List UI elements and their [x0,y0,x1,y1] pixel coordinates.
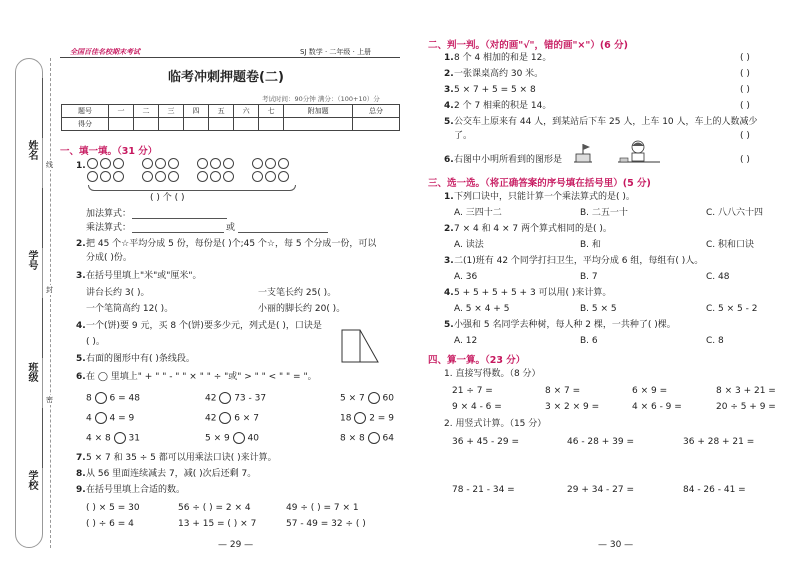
judge-answer[interactable]: ( ) [740,101,750,111]
q9-item[interactable]: 57 - 49 = 32 ÷ ( ) [286,519,366,529]
choose-option[interactable]: A. 36 [454,272,478,282]
q6-cell: 4 4 = 9 [86,413,135,424]
q3-d: 小丽的脚长约 20( )。 [258,304,346,314]
judge-answer[interactable]: ( ) [740,131,750,141]
judge-number: 6. [444,155,454,165]
ball-icon [252,158,263,169]
q6-cell: 42 73 - 37 [205,393,267,404]
score-input[interactable] [284,118,353,131]
q9-text: 在括号里填上合适的数。 [86,485,186,495]
judge-text: 右图中小明所看到的图形是 [454,155,563,165]
judge-number: 3. [444,85,454,95]
id-line [42,188,43,248]
q8-number: 8. [76,469,86,479]
judge-answer[interactable]: ( ) [740,85,750,95]
boy-at-desk-icon [616,138,662,168]
name-line [42,78,43,138]
calc-item[interactable]: 8 × 7 = [545,386,581,396]
q1-ball-group-4b [252,171,289,182]
ball-icon [278,171,289,182]
choose-option[interactable]: A. 12 [454,336,478,346]
brand-text: 全国百佳名校期末考试 [70,48,140,56]
exam-meta: 考试时间：90分钟 满分：（100+10）分 [262,95,380,103]
q1-mul-line-2[interactable] [238,232,328,233]
calc-part-1: 1. 直接写得数。（8 分） [444,369,541,379]
choose-number: 4. [444,288,454,298]
choose-text: 下列口诀中，只能计算一个乘法算式的是( )。 [454,192,635,202]
answer-circle[interactable] [368,432,380,444]
ball-icon [155,158,166,169]
ball-icon [113,171,124,182]
q1-or: 或 [226,223,236,233]
q6-number: 6. [76,372,86,382]
q6-cell: 18 2 = 9 [340,413,394,424]
q6-cell: 5 × 7 60 [340,393,394,404]
choose-option[interactable]: C. 5 × 5 - 2 [706,304,758,314]
q5-number: 5. [76,354,86,364]
score-cell: 总分 [353,105,400,118]
q3-a: 讲台长约 3( )。 [86,288,150,298]
score-input[interactable] [184,118,209,131]
calc-item[interactable]: 6 × 9 = [632,386,668,396]
q6-cell: 42 6 × 7 [205,413,259,424]
q9-item[interactable]: 56 ÷ ( ) = 2 × 4 [178,503,251,513]
ball-icon [252,171,263,182]
q6-cell: 8 × 8 64 [340,433,394,444]
answer-circle[interactable] [114,432,126,444]
seal-mark-3: 密 [46,396,53,404]
judge-text-cont: 了。 [454,131,473,141]
q4-text: 一个(饼)要 9 元，买 8 个(饼)要多少元，列式是( )，口诀是 [86,321,322,331]
page-number-right: — 30 — [598,540,634,550]
choose-option[interactable]: B. 5 × 5 [580,304,617,314]
ball-icon [223,158,234,169]
q5-text: 右面的图形中有( )条线段。 [86,354,195,364]
score-input[interactable] [108,118,133,131]
q1-add-label: 加法算式： [86,209,132,219]
q7-text: 5 × 7 和 35 ÷ 5 都可以用乘法口诀( )来计算。 [86,453,277,463]
section-3-title: 三、选一选。（将正确答案的序号填在括号里）(5 分) [428,178,651,189]
q9-number: 9. [76,485,86,495]
judge-number: 2. [444,69,454,79]
q1-ball-group-2 [142,158,179,169]
q9-item[interactable]: 49 ÷ ( ) = 7 × 1 [286,503,359,513]
judge-number: 1. [444,53,454,63]
choose-number: 1. [444,192,454,202]
q1-ball-group-3 [197,158,234,169]
judge-answer[interactable]: ( ) [740,69,750,79]
choose-text: 小强和 5 名同学去种树，每人种 2 棵，一共种了( )棵。 [454,320,676,330]
judge-text: 一张课桌高约 30 米。 [454,69,544,79]
seal-dash [50,58,51,548]
judge-number: 4. [444,101,454,111]
q6-text: 在 ◯ 里填上" + " " - " " × " " ÷ "或" > " " < " " = "。 [86,372,317,382]
q9-item[interactable]: ( ) × 5 = 30 [86,503,140,513]
section-2-title: 二、判一判。（对的画"√"，错的画"×"）(6 分) [428,40,628,51]
q1-ball-group-1b [87,171,124,182]
score-cell: 题号 [62,105,109,118]
class-label: 班级 [26,362,37,382]
q1-ball-group-3b [197,171,234,182]
score-row-values [62,118,400,131]
ball-icon [265,171,276,182]
choose-option[interactable]: C. 48 [706,272,730,282]
calc-part-2: 2. 用竖式计算。（15 分） [444,419,547,429]
school-line [42,408,43,468]
score-input[interactable] [209,118,234,131]
q6-cell: 8 6 = 48 [86,393,140,404]
score-cell: 五 [209,105,234,118]
q1-ball-group-4 [252,158,289,169]
ball-icon [168,171,179,182]
seal-mark-1: 线 [46,161,53,169]
choose-option[interactable]: B. 二五一十 [580,208,628,218]
choose-option[interactable]: C. 积和口诀 [706,240,755,250]
q1-blank[interactable]: ( ) 个 ( ) [150,193,185,203]
section-1-title: 一、填一填。（31 分） [60,146,158,157]
vertical-calc-item[interactable]: 36 + 28 + 21 = [683,437,755,447]
q9-item[interactable]: 13 + 15 = ( ) × 7 [178,519,257,529]
vertical-calc-item[interactable]: 29 + 34 - 27 = [567,485,634,495]
judge-text: 公交车上原来有 44 人，到某站后下车 25 人，上车 10 人，车上的人数减少 [454,117,758,127]
section-4-title: 四、算一算。（23 分） [428,355,526,366]
answer-circle[interactable] [95,392,107,404]
calc-item[interactable]: 9 × 4 - 6 = [452,402,502,412]
score-cell: 四 [184,105,209,118]
q7-number: 7. [76,453,86,463]
choose-number: 2. [444,224,454,234]
calc-item[interactable]: 3 × 2 × 9 = [545,402,600,412]
choose-text: 5 + 5 + 5 + 5 + 3 可以用( )来计算。 [454,288,612,298]
q3-c: 一个笔筒高约 12( )。 [86,304,174,314]
answer-circle[interactable] [354,412,366,424]
q2-text-a: 把 45 个☆平均分成 5 份，每份是( )个;45 个☆，每 5 个分成一份，可以 [86,239,377,249]
ball-icon [197,158,208,169]
choose-option[interactable]: A. 读法 [454,240,484,250]
id-label: 学号 [26,250,37,270]
choose-option[interactable]: B. 6 [580,336,598,346]
score-table [61,104,400,131]
score-cell: 三 [159,105,184,118]
q1-add-line[interactable] [132,218,227,219]
score-cell: 一 [108,105,133,118]
calc-item[interactable]: 21 ÷ 7 = [452,386,493,396]
vertical-calc-item[interactable]: 84 - 26 - 41 = [683,485,746,495]
score-input[interactable] [259,118,284,131]
subject-text: SJ 数学 · 二年级 · 上册 [300,48,372,56]
q1-brace [88,185,296,191]
judge-answer[interactable]: ( ) [740,53,750,63]
ball-icon [223,171,234,182]
choose-option[interactable]: C. 八八六十四 [706,208,764,218]
judge-text: 5 × 7 + 5 = 5 × 8 [454,85,536,95]
seal-mark-2: 封 [46,286,53,294]
choose-option[interactable]: B. 7 [580,272,598,282]
answer-circle[interactable] [233,432,245,444]
q9-item[interactable]: ( ) ÷ 6 = 4 [86,519,134,529]
answer-circle[interactable] [368,392,380,404]
q1-mul-label: 乘法算式： [86,223,132,233]
choose-option[interactable]: A. 三四十二 [454,208,502,218]
ball-icon [87,158,98,169]
page-title: 临考冲刺押题卷(二) [168,70,284,85]
q3-number: 3. [76,271,86,281]
judge-text: 8 个 4 相加的和是 12。 [454,53,552,63]
choose-number: 5. [444,320,454,330]
choose-number: 3. [444,256,454,266]
judge-number: 5. [444,117,454,127]
judge-answer[interactable]: ( ) [740,155,750,165]
trapezoid-figure-icon [338,326,382,366]
vertical-calc-item[interactable]: 36 + 45 - 29 = [452,437,519,447]
score-cell: 附加题 [284,105,353,118]
score-cell: 二 [133,105,158,118]
choose-option[interactable]: C. 8 [706,336,724,346]
ball-icon [87,171,98,182]
score-input[interactable] [159,118,184,131]
ball-icon [197,171,208,182]
q1-number: 1. [76,161,86,171]
vertical-calc-item[interactable]: 78 - 21 - 34 = [452,485,515,495]
q2-number: 2. [76,239,86,249]
vertical-calc-item[interactable]: 46 - 28 + 39 = [567,437,634,447]
score-cell: 六 [234,105,259,118]
score-row-header [62,105,400,118]
q2-text-b: 分成( )份。 [86,253,132,263]
score-input[interactable] [234,118,259,131]
school-label: 学校 [26,470,37,490]
score-cell: 得分 [62,118,109,131]
q3-text: 在括号里填上"米"或"厘米"。 [86,271,202,281]
q3-b: 一支笔长约 25( )。 [258,288,337,298]
answer-circle[interactable] [219,392,231,404]
calc-item[interactable]: 8 × 3 + 21 = [716,386,776,396]
ball-icon [265,158,276,169]
q1-ball-group-2b [142,171,179,182]
ball-icon [142,158,153,169]
q1-ball-group-1 [87,158,124,169]
score-input[interactable] [353,118,400,131]
q4-text-b: ( )。 [86,337,105,347]
calc-item[interactable]: 4 × 6 - 9 = [632,402,682,412]
q1-mul-line-1[interactable] [132,232,224,233]
ball-icon [210,158,221,169]
page-number-left: — 29 — [218,540,254,550]
ball-icon [278,158,289,169]
choose-text: 二(1)班有 42 个同学打扫卫生，平均分成 6 组，每组有( )人。 [454,256,704,266]
ball-icon [155,171,166,182]
choose-option[interactable]: B. 和 [580,240,601,250]
choose-text: 7 × 4 和 4 × 7 两个算式相同的是( )。 [454,224,612,234]
answer-circle[interactable] [95,412,107,424]
name-label: 姓名 [26,140,37,160]
ball-icon [168,158,179,169]
observed-shape-icon [570,142,596,164]
header-rule [60,57,400,58]
q8-text: 从 56 里面连续减去 7，减( )次后还剩 7。 [86,469,257,479]
ball-icon [100,158,111,169]
choose-option[interactable]: A. 5 × 4 + 5 [454,304,510,314]
ball-icon [142,171,153,182]
ball-icon [113,158,124,169]
calc-item[interactable]: 20 ÷ 5 + 9 = [716,402,776,412]
score-input[interactable] [133,118,158,131]
ball-icon [100,171,111,182]
class-line [42,298,43,358]
q4-number: 4. [76,321,86,331]
q6-cell: 4 × 8 31 [86,433,140,444]
judge-text: 2 个 7 相乘的积是 14。 [454,101,552,111]
ball-icon [210,171,221,182]
answer-circle[interactable] [219,412,231,424]
q6-cell: 5 × 9 40 [205,433,259,444]
score-cell: 七 [259,105,284,118]
